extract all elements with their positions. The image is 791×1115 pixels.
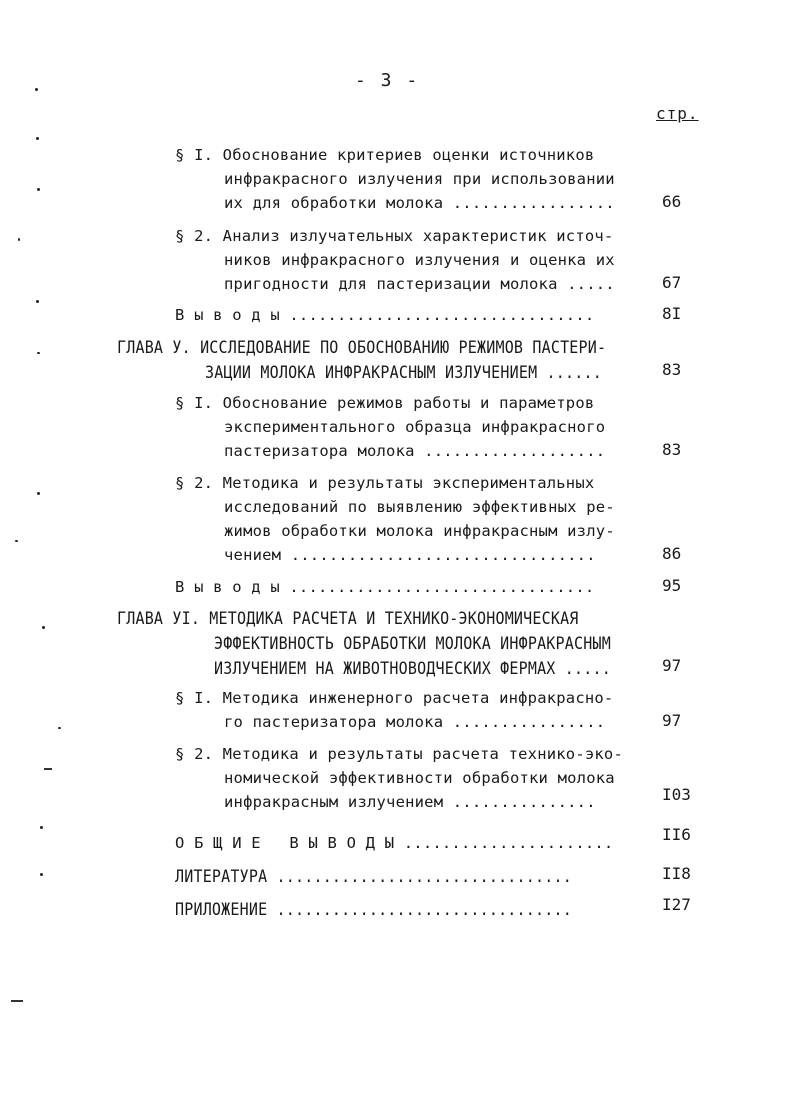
- toc-page-number: 66: [662, 192, 682, 211]
- toc-line: § I. Обоснование критериев оценки источников: [175, 146, 595, 164]
- toc-page-number: 8I: [662, 304, 682, 323]
- toc-line: жимов обработки молока инфракрасным излу-: [224, 522, 615, 540]
- toc-page-number: 83: [662, 440, 682, 459]
- toc-page-number: 97: [662, 711, 682, 730]
- toc-page-number: 86: [662, 544, 682, 563]
- toc-page-number: I03: [662, 785, 691, 804]
- toc-line: ГЛАВА УI. МЕТОДИКА РАСЧЕТА И ТЕХНИКО-ЭКОНОМИЧЕСКАЯ: [117, 608, 579, 629]
- toc-line: ЗАЦИИ МОЛОКА ИНФРАКРАСНЫМ ИЗЛУЧЕНИЕМ ......: [205, 362, 602, 383]
- toc-line: пригодности для пастеризации молока .....: [224, 275, 615, 293]
- scan-speck: [40, 873, 43, 876]
- toc-page-number: 95: [662, 576, 682, 595]
- scan-mark: [44, 768, 52, 770]
- scan-speck: [58, 727, 61, 729]
- toc-line: В ы в о д ы ................................: [175, 306, 595, 324]
- toc-line: § I. Обоснование режимов работы и параметров: [175, 394, 595, 412]
- toc-line: пастеризатора молока ...................: [224, 442, 606, 460]
- toc-line: ЭФФЕКТИВНОСТЬ ОБРАБОТКИ МОЛОКА ИНФРАКРАСНЫМ: [214, 633, 611, 654]
- pages-column-label: стр.: [656, 104, 699, 123]
- scan-speck: [37, 492, 40, 495]
- toc-line: В ы в о д ы ................................: [175, 578, 595, 596]
- scan-speck: [36, 300, 39, 303]
- toc-page-number: 97: [662, 656, 682, 675]
- scan-speck: [40, 826, 43, 829]
- scan-speck: [15, 540, 18, 542]
- toc-page-number: II8: [662, 864, 691, 883]
- toc-line: инфракрасным излучением ...............: [224, 793, 596, 811]
- toc-page-number: 83: [662, 360, 682, 379]
- toc-line: ников инфракрасного излучения и оценка их: [224, 251, 615, 269]
- scan-speck: [37, 352, 40, 354]
- scan-speck: [18, 238, 20, 241]
- toc-line: О Б Щ И Е В Ы В О Д Ы ......................: [175, 834, 614, 852]
- toc-line: чением ................................: [224, 546, 596, 564]
- toc-line: их для обработки молока .................: [224, 194, 615, 212]
- page-number: - 3 -: [355, 70, 420, 91]
- toc-page-number: I27: [662, 895, 691, 914]
- toc-line: § 2. Анализ излучательных характеристик источ-: [175, 227, 614, 245]
- toc-line: инфракрасного излучения при использовании: [224, 170, 615, 188]
- toc-line: исследований по выявлению эффективных ре-: [224, 498, 615, 516]
- toc-line: ИЗЛУЧЕНИЕМ НА ЖИВОТНОВОДЧЕСКИХ ФЕРМАХ .....: [214, 658, 611, 679]
- scan-speck: [36, 137, 39, 140]
- toc-page-number: II6: [662, 825, 691, 844]
- toc-line: ЛИТЕРАТУРА ................................: [175, 866, 572, 887]
- scan-speck: [42, 626, 45, 629]
- toc-line: § I. Методика инженерного расчета инфракрасно-: [175, 689, 614, 707]
- toc-page-number: 67: [662, 273, 682, 292]
- toc-line: го пастеризатора молока ................: [224, 713, 606, 731]
- scan-mark: [11, 1000, 23, 1002]
- scan-speck: [35, 88, 38, 91]
- toc-line: ГЛАВА У. ИССЛЕДОВАНИЕ ПО ОБОСНОВАНИЮ РЕЖИМОВ ПАСТЕРИ-: [117, 337, 607, 358]
- toc-line: экспериментального образца инфракрасного: [224, 418, 606, 436]
- toc-line: ПРИЛОЖЕНИЕ ................................: [175, 899, 572, 920]
- scan-speck: [37, 188, 40, 191]
- toc-line: § 2. Методика и результаты расчета технико-эко-: [175, 745, 623, 763]
- toc-line: § 2. Методика и результаты экспериментальных: [175, 474, 595, 492]
- toc-line: номической эффективности обработки молока: [224, 769, 615, 787]
